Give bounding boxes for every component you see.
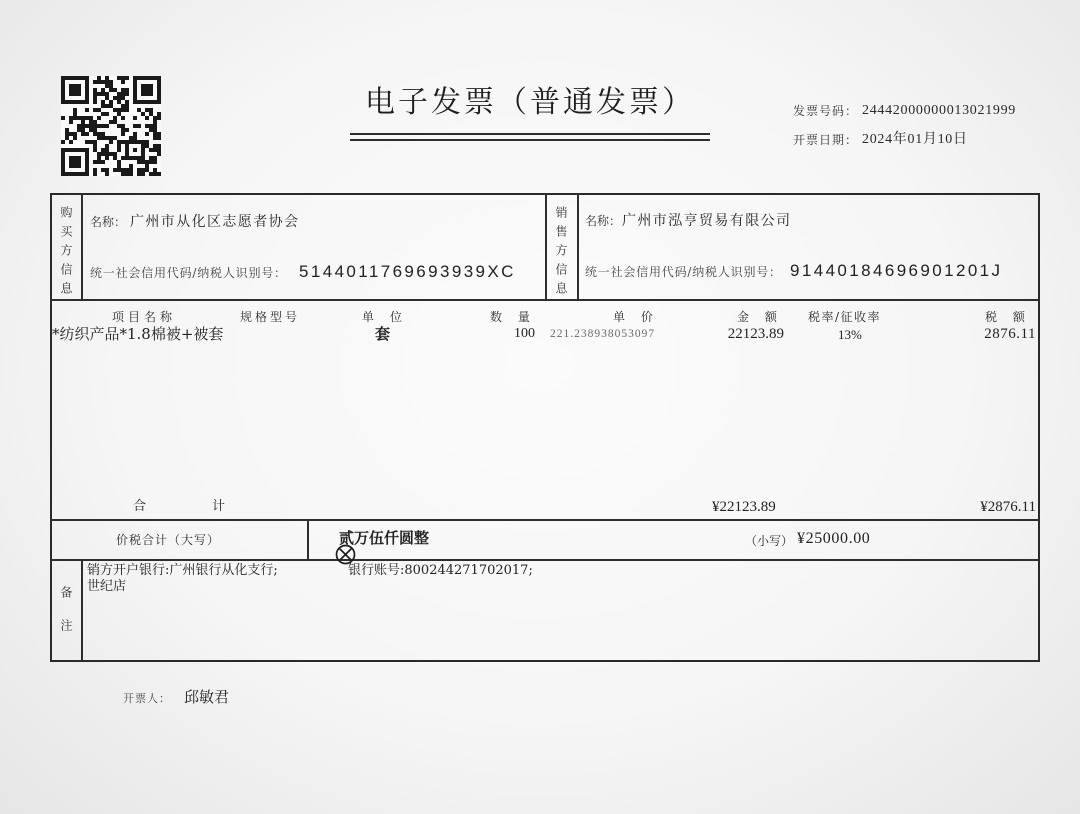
- subtotal-amount: ¥22123.89: [712, 499, 776, 515]
- column-header-unit-price: 单 价: [613, 310, 659, 324]
- column-header-unit: 单 位: [362, 310, 408, 324]
- buyer-tax-id-label: 统一社会信用代码/纳税人识别号：: [90, 266, 287, 280]
- invoice-title: 电子发票（普通发票）: [365, 85, 695, 120]
- buyer-name-label: 名称：: [90, 215, 127, 229]
- party-divider: [545, 193, 547, 301]
- invoice-date-label: 开票日期：: [793, 133, 859, 147]
- invoice-number: 24442000000013021999: [862, 103, 1016, 118]
- remarks-label: 备注: [59, 586, 73, 652]
- buyer-section-label: 购买方信息: [59, 206, 73, 301]
- subtotal-label-he: 合: [133, 499, 147, 514]
- total-label-divider: [307, 520, 309, 560]
- seller-label-divider: [577, 193, 579, 301]
- cross-circle-icon-graphic: [335, 544, 356, 565]
- item-name: *纺织产品*1.8棉被+被套: [52, 325, 224, 343]
- column-header-tax-rate: 税率/征收率: [808, 310, 882, 324]
- item-tax-rate: 13%: [838, 327, 862, 342]
- item-unit-price: 221.238938053097: [550, 328, 656, 340]
- grand-total-in-words: 贰万伍仟圆整: [339, 529, 430, 547]
- item-tax: 2876.11: [984, 326, 1036, 342]
- item-unit: 套: [375, 325, 391, 343]
- column-header-name: 项目名称: [112, 310, 177, 324]
- seller-tax-id-label: 统一社会信用代码/纳税人识别号：: [585, 265, 782, 279]
- buyer-label-divider: [81, 193, 83, 301]
- grand-total-in-figures: ¥25000.00: [797, 530, 871, 547]
- total-bottom-rule: [50, 559, 1040, 561]
- items-bottom-rule: [50, 519, 1040, 521]
- buyer-tax-id: 5144011769693939XC: [299, 262, 516, 281]
- cross-circle-icon: [315, 528, 336, 549]
- title-underline-top: [350, 133, 710, 135]
- qr-code: [61, 76, 161, 176]
- subtotal-label-ji: 计: [212, 499, 226, 514]
- item-quantity: 100: [514, 326, 535, 341]
- party-bottom-rule: [50, 299, 1040, 301]
- grand-total-label: 价税合计（大写）: [116, 533, 221, 547]
- remarks-bank-line-wrap: 世纪店: [87, 579, 127, 594]
- subtotal-tax: ¥2876.11: [980, 499, 1036, 515]
- grand-total-figures-label: （小写）: [745, 534, 794, 548]
- seller-name: 广州市泓亨贸易有限公司: [622, 213, 792, 229]
- remarks-bank-line: 销方开户银行:广州银行从化支行;: [87, 563, 278, 578]
- seller-name-label: 名称：: [585, 214, 622, 228]
- remarks-account-line: 银行账号:800244271702017;: [348, 563, 533, 578]
- issuer-name: 邱敏君: [184, 688, 230, 706]
- seller-section-label: 销售方信息: [554, 206, 568, 301]
- remarks-label-divider: [81, 560, 83, 661]
- column-header-spec: 规格型号: [240, 310, 301, 324]
- column-header-quantity: 数 量: [490, 310, 536, 324]
- invoice-date: 2024年01月10日: [862, 132, 968, 147]
- title-underline-bottom: [350, 139, 710, 141]
- seller-tax-id: 91440184696901201J: [790, 261, 1003, 280]
- issuer-label: 开票人：: [123, 692, 171, 705]
- invoice-number-label: 发票号码：: [793, 104, 859, 118]
- column-header-amount: 金 额: [737, 310, 783, 324]
- column-header-tax: 税 额: [985, 310, 1031, 324]
- buyer-name: 广州市从化区志愿者协会: [130, 214, 300, 230]
- item-amount: 22123.89: [727, 326, 784, 342]
